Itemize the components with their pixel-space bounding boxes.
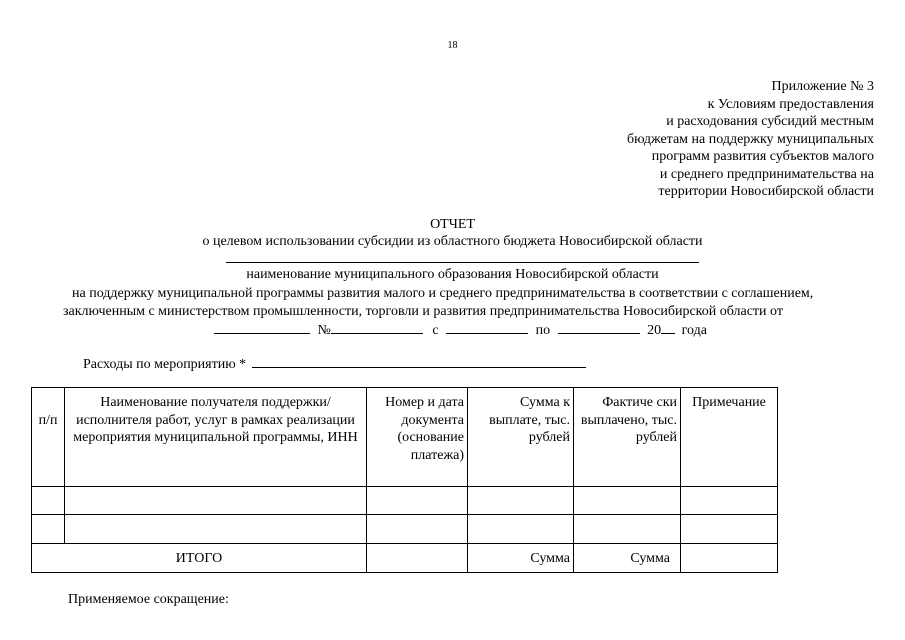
table-cell	[65, 487, 367, 515]
header-sum-to-pay: Сумма к выплате, тыс. рублей	[468, 388, 574, 487]
from-label: с	[432, 323, 439, 338]
table-cell	[574, 487, 681, 515]
table-cell	[468, 487, 574, 515]
header-num: п/п	[32, 388, 65, 487]
expenses-line	[83, 355, 586, 373]
table-cell	[65, 515, 367, 544]
table-cell	[681, 487, 778, 515]
header-document: Номер и дата документа (основание платежа)	[367, 388, 468, 487]
table-header-row	[32, 388, 778, 487]
expenses-label: Расходы по мероприятию *	[83, 357, 247, 372]
appendix-line: бюджетам на поддержку муниципальных	[626, 131, 874, 147]
report-title: ОТЧЕТ	[430, 217, 475, 232]
table-cell	[367, 515, 468, 544]
appendix-line: и расходования субсидий местным	[666, 114, 874, 129]
from-blank	[446, 321, 528, 334]
report-table	[31, 387, 778, 573]
appendix-block	[627, 78, 874, 201]
appendix-line: Приложение № 3	[771, 79, 874, 94]
total-label: ИТОГО	[32, 544, 367, 573]
page-number: 18	[447, 40, 458, 51]
table-cell	[367, 487, 468, 515]
table-cell	[32, 515, 65, 544]
total-row	[32, 544, 778, 573]
report-text-line-1: на поддержку муниципальной программы развития малого и среднего предпринимательства в соответствии с соглашением,	[72, 286, 814, 301]
year-prefix: 20	[647, 323, 662, 338]
municipality-caption: наименование муниципального образования Новосибирской области	[246, 267, 659, 282]
header-note: Примечание	[681, 388, 778, 487]
abbreviation-label: Применяемое сокращение:	[68, 592, 229, 607]
header-sum-paid: Фактиче ски выплачено, тыс. рублей	[574, 388, 681, 487]
agreement-line	[214, 321, 707, 339]
date-blank	[214, 321, 310, 334]
total-sum-to-pay: Сумма	[468, 544, 574, 573]
appendix-line: программ развития субъектов малого	[651, 149, 874, 164]
table-cell	[367, 544, 468, 573]
report-text-line-2: заключенным с министерством промышленности, торговли и развития предпринимательства Новосибирской области от	[63, 304, 783, 319]
table-row	[32, 515, 778, 544]
total-sum-paid: Сумма	[574, 544, 681, 573]
year-blank	[661, 321, 675, 334]
header-recipient: Наименование получателя поддержки/исполнителя работ, услуг в рамках реализации мероприятия муниципальной программы, ИНН	[65, 388, 367, 487]
table-cell	[681, 515, 778, 544]
table-cell	[681, 544, 778, 573]
appendix-line: территории Новосибирской области	[658, 184, 874, 199]
to-blank	[558, 321, 640, 334]
number-blank	[331, 321, 423, 334]
municipality-underline	[226, 262, 699, 263]
table-row	[32, 487, 778, 515]
table-cell	[32, 487, 65, 515]
table-cell	[574, 515, 681, 544]
table-cell	[468, 515, 574, 544]
expenses-blank	[252, 355, 586, 368]
appendix-line: и среднего предпринимательства на	[659, 166, 874, 182]
appendix-line: к Условиям предоставления	[707, 96, 874, 112]
number-sign: №	[317, 323, 331, 338]
to-label: по	[535, 323, 551, 338]
report-subtitle: о целевом использовании субсидии из областного бюджета Новосибирской области	[202, 234, 703, 249]
year-suffix: года	[681, 323, 707, 338]
